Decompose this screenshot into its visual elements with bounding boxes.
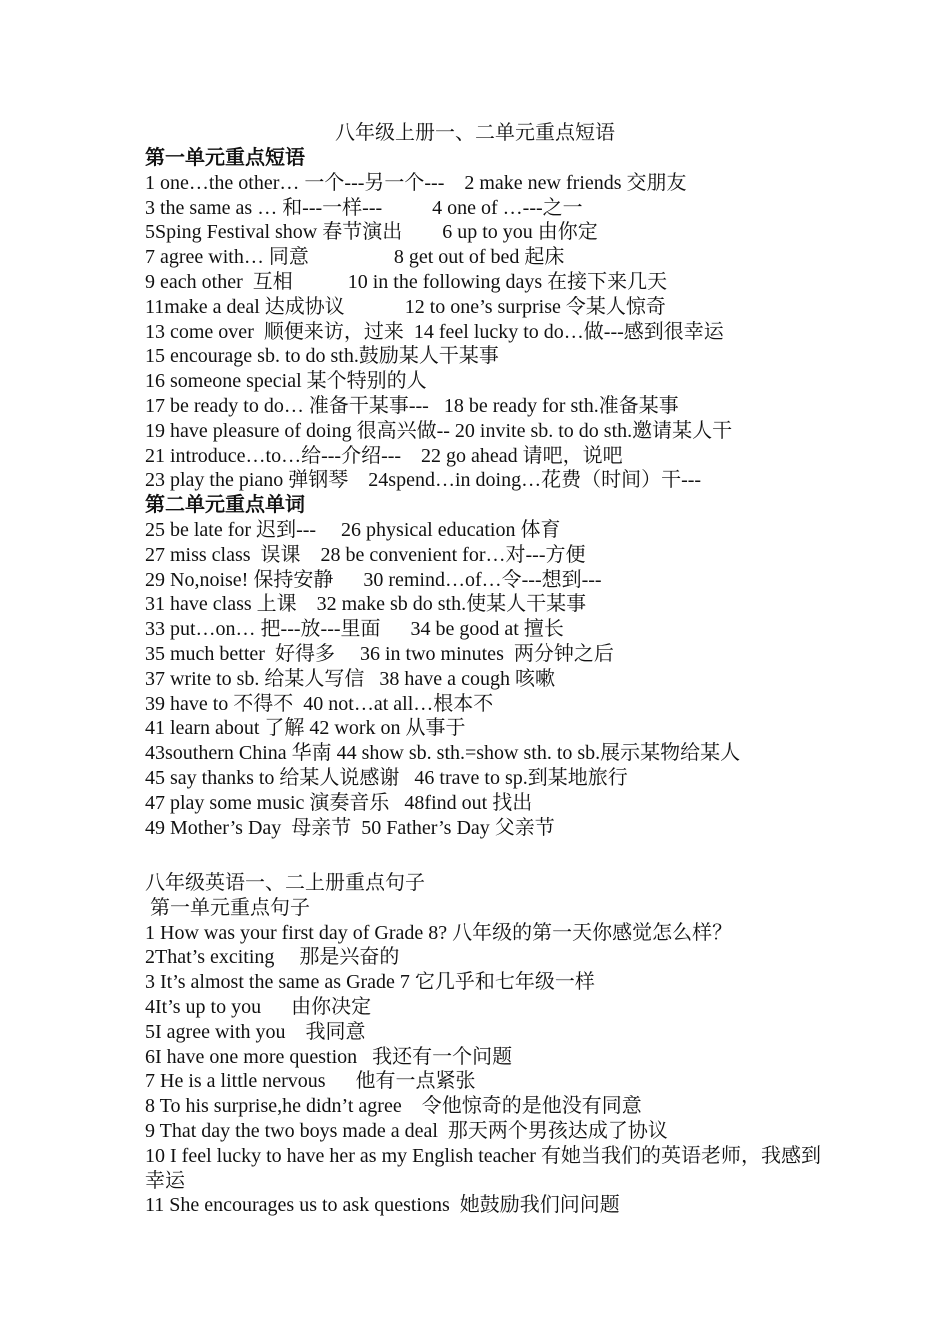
phrase-line: 16 someone special 某个特别的人	[145, 370, 427, 393]
phrase-line: 37 write to sb. 给某人写信 38 have a cough 咳嗽	[145, 667, 555, 690]
phrase-line: 11make a deal 达成协议 12 to one’s surprise 令某人惊奇	[145, 295, 666, 318]
sentence-line: 3 It’s almost the same as Grade 7 它几乎和七年级一样	[145, 971, 595, 994]
phrase-line: 29 No,noise! 保持安静 30 remind…of…令---想到---	[145, 568, 602, 591]
phrase-line: 33 put…on… 把---放---里面 34 be good at 擅长	[145, 618, 564, 641]
sentence-line: 10 I feel lucky to have her as my English teacher 有她当我们的英语老师，我感到幸运	[145, 1144, 821, 1192]
section-heading: 第二单元重点单词	[145, 494, 305, 517]
sentences-subtitle: 第一单元重点句子	[145, 896, 310, 919]
phrase-line: 43southern China 华南 44 show sb. sth.=show sth. to sb.展示某物给某人	[145, 742, 741, 765]
phrase-line: 25 be late for 迟到--- 26 physical education 体育	[145, 518, 561, 541]
phrase-line: 45 say thanks to 给某人说感谢 46 trave to sp.到某地旅行	[145, 766, 628, 789]
sentence-line: 9 That day the two boys made a deal 那天两个男孩达成了协议	[145, 1119, 668, 1142]
sentences-title: 八年级英语一、二上册重点句子	[145, 872, 425, 894]
sentence-line: 8 To his surprise,he didn’t agree 令他惊奇的是他没有同意	[145, 1095, 642, 1118]
phrase-line: 17 be ready to do… 准备干某事--- 18 be ready for sth.准备某事	[145, 394, 679, 417]
phrase-line: 19 have pleasure of doing 很高兴做-- 20 invite sb. to do sth.邀请某人干	[145, 419, 733, 442]
phrase-line: 41 learn about 了解 42 work on 从事于	[145, 717, 466, 740]
phrase-line: 27 miss class 误课 28 be convenient for…对---方便	[145, 543, 586, 566]
sentence-line: 2That’s exciting 那是兴奋的	[145, 946, 400, 969]
phrase-line: 23 play the piano 弹钢琴 24spend…in doing…花费（时间）干---	[145, 469, 702, 492]
phrase-line: 13 come over 顺便来访，过来 14 feel lucky to do…做---感到很幸运	[145, 320, 724, 343]
phrase-line: 47 play some music 演奏音乐 48find out 找出	[145, 791, 533, 814]
sentence-line: 1 How was your first day of Grade 8? 八年级的第一天你感觉怎么样？	[145, 921, 733, 944]
phrase-list	[145, 146, 825, 840]
section-heading: 第一单元重点短语	[145, 147, 305, 169]
phrase-line: 39 have to 不得不 40 not…at all…根本不	[145, 692, 494, 715]
phrase-line: 1 one…the other… 一个---另一个--- 2 make new friends 交朋友	[145, 171, 687, 194]
sentence-section	[145, 871, 825, 1218]
phrase-line: 31 have class 上课 32 make sb do sth.使某人干某事	[145, 593, 587, 616]
phrase-line: 49 Mother’s Day 母亲节 50 Father’s Day 父亲节	[145, 816, 555, 839]
sentence-line: 7 He is a little nervous 他有一点紧张	[145, 1070, 476, 1093]
document-title: 八年级上册一、二单元重点短语	[335, 122, 615, 144]
sentence-line: 11 She encourages us to ask questions 她鼓励我们问问题	[145, 1194, 620, 1217]
phrase-line: 9 each other 互相 10 in the following days 在接下来几天	[145, 270, 668, 293]
sentence-list	[145, 921, 825, 1219]
phrase-line: 3 the same as … 和---一样--- 4 one of …---之一	[145, 196, 583, 219]
phrase-line: 15 encourage sb. to do sth.鼓励某人干某事	[145, 345, 499, 368]
sentence-line: 5I agree with you 我同意	[145, 1020, 366, 1043]
phrase-line: 35 much better 好得多 36 in two minutes 两分钟之后	[145, 642, 614, 665]
phrase-line: 5Sping Festival show 春节演出 6 up to you 由你定	[145, 221, 598, 244]
phrase-line: 21 introduce…to…给---介绍--- 22 go ahead 请吧，说吧	[145, 444, 623, 467]
sentence-line: 6I have one more question 我还有一个问题	[145, 1045, 513, 1068]
phrase-line: 7 agree with… 同意 8 get out of bed 起床	[145, 246, 565, 269]
sentence-line: 4It’s up to you 由你决定	[145, 995, 372, 1018]
